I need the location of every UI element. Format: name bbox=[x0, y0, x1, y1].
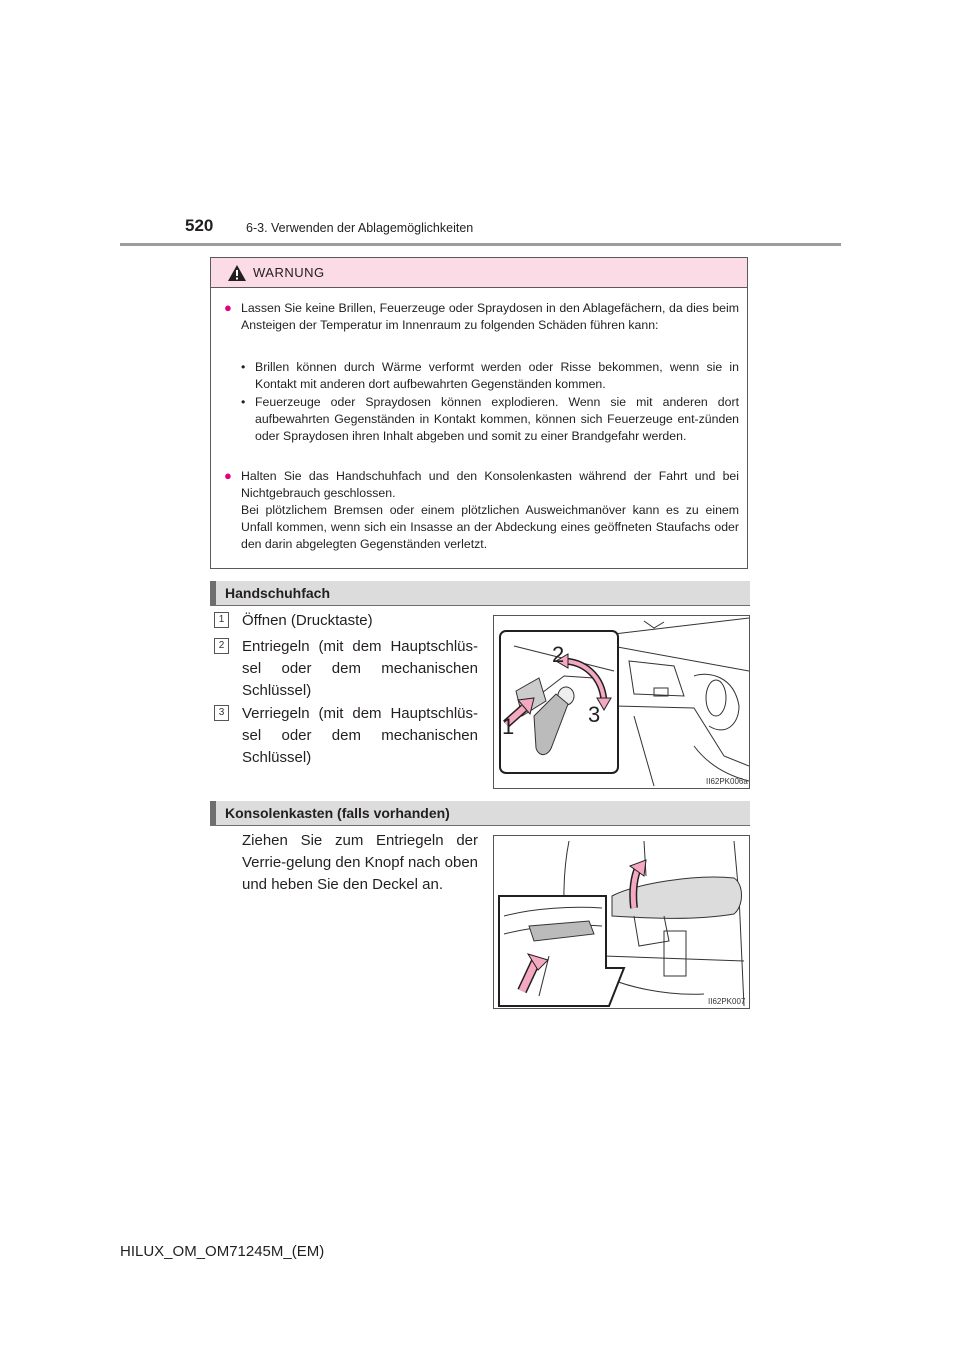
warning-paragraph-3: Bei plötzlichem Bremsen oder einem plötzlichen Ausweichmanöver kann es zu einem Unfall kommen, wenn sich ein Insasse an der Abdeckung eines geöffneten Staufachs oder den darin abgelegten Gegenständen verletzt. bbox=[241, 503, 739, 551]
bullet-icon: ● bbox=[224, 468, 232, 483]
callout-2: 2 bbox=[552, 642, 565, 667]
warning-paragraph-1: Lassen Sie keine Brillen, Feuerzeuge oder Spraydosen in den Ablagefächern, da dies beim Ansteigen der Temperatur im Innenraum zu folgenden Schäden führen kann: bbox=[241, 301, 739, 332]
glovebox-drawing bbox=[494, 616, 749, 788]
warning-sub-item-2: • Feuerzeuge oder Spraydosen können explodieren. Wenn sie mit anderen dort aufbewahrten Gegenständen in Kontakt kommen, können sich Feuerzeuge ent-zünden oder Spraydosen ihren Inhalt abgeben und somit zu einer Brandgefahr werden. bbox=[241, 395, 739, 443]
figure-id: II62PK007 bbox=[708, 997, 746, 1006]
item-number-1: 1 bbox=[214, 612, 229, 628]
callout-1: 1 bbox=[502, 714, 515, 739]
warning-paragraph-2: Halten Sie das Handschuhfach und den Konsolenkasten während der Fahrt und bei Nichtgebrauch geschlossen. bbox=[241, 469, 739, 500]
warning-box bbox=[210, 257, 748, 569]
warning-title: WARNUNG bbox=[253, 265, 325, 280]
section-heading-console bbox=[210, 801, 750, 825]
figure-id: II62PK006a bbox=[706, 777, 748, 786]
warning-header bbox=[211, 258, 747, 288]
item-text-lock: Verriegeln (mit dem Hauptschlüs-sel oder dem mechanischen Schlüssel) bbox=[242, 705, 478, 766]
callout-3: 3 bbox=[588, 702, 601, 727]
section-underline bbox=[210, 605, 750, 606]
console-instruction: Ziehen Sie zum Entriegeln der Verrie-gelung den Knopf nach oben und heben Sie den Deckel an. bbox=[242, 832, 479, 893]
bullet-icon: ● bbox=[224, 300, 232, 315]
section-heading-glovebox bbox=[210, 581, 750, 605]
item-text-unlock: Entriegeln (mit dem Hauptschlüs-sel oder dem mechanischen Schlüssel) bbox=[242, 638, 478, 699]
section-bar bbox=[210, 581, 216, 605]
header-rule bbox=[120, 243, 841, 246]
console-illustration bbox=[493, 835, 750, 1009]
section-heading-label: Konsolenkasten (falls vorhanden) bbox=[225, 805, 450, 821]
item-number-3: 3 bbox=[214, 705, 229, 721]
warning-sub-item-1: • Brillen können durch Wärme verformt werden oder Risse bekommen, wenn sie in Kontakt mit anderen dort aufbewahrten Gegenständen kommen. bbox=[241, 360, 739, 391]
section-heading-label: Handschuhfach bbox=[225, 585, 331, 601]
sub-bullet-icon: • bbox=[241, 395, 246, 409]
document-code: HILUX_OM_OM71245M_(EM) bbox=[120, 1243, 325, 1260]
glovebox-illustration bbox=[493, 615, 750, 789]
chapter-title: 6-3. Verwenden der Ablagemöglichkeiten bbox=[246, 221, 474, 235]
item-number-2: 2 bbox=[214, 638, 229, 654]
item-text-open: Öffnen (Drucktaste) bbox=[242, 612, 373, 629]
sub-bullet-icon: • bbox=[241, 360, 246, 374]
section-underline bbox=[210, 825, 750, 826]
section-bar bbox=[210, 801, 216, 825]
page-number: 520 bbox=[185, 216, 214, 235]
warning-triangle-icon bbox=[227, 264, 247, 282]
console-drawing bbox=[494, 836, 749, 1008]
